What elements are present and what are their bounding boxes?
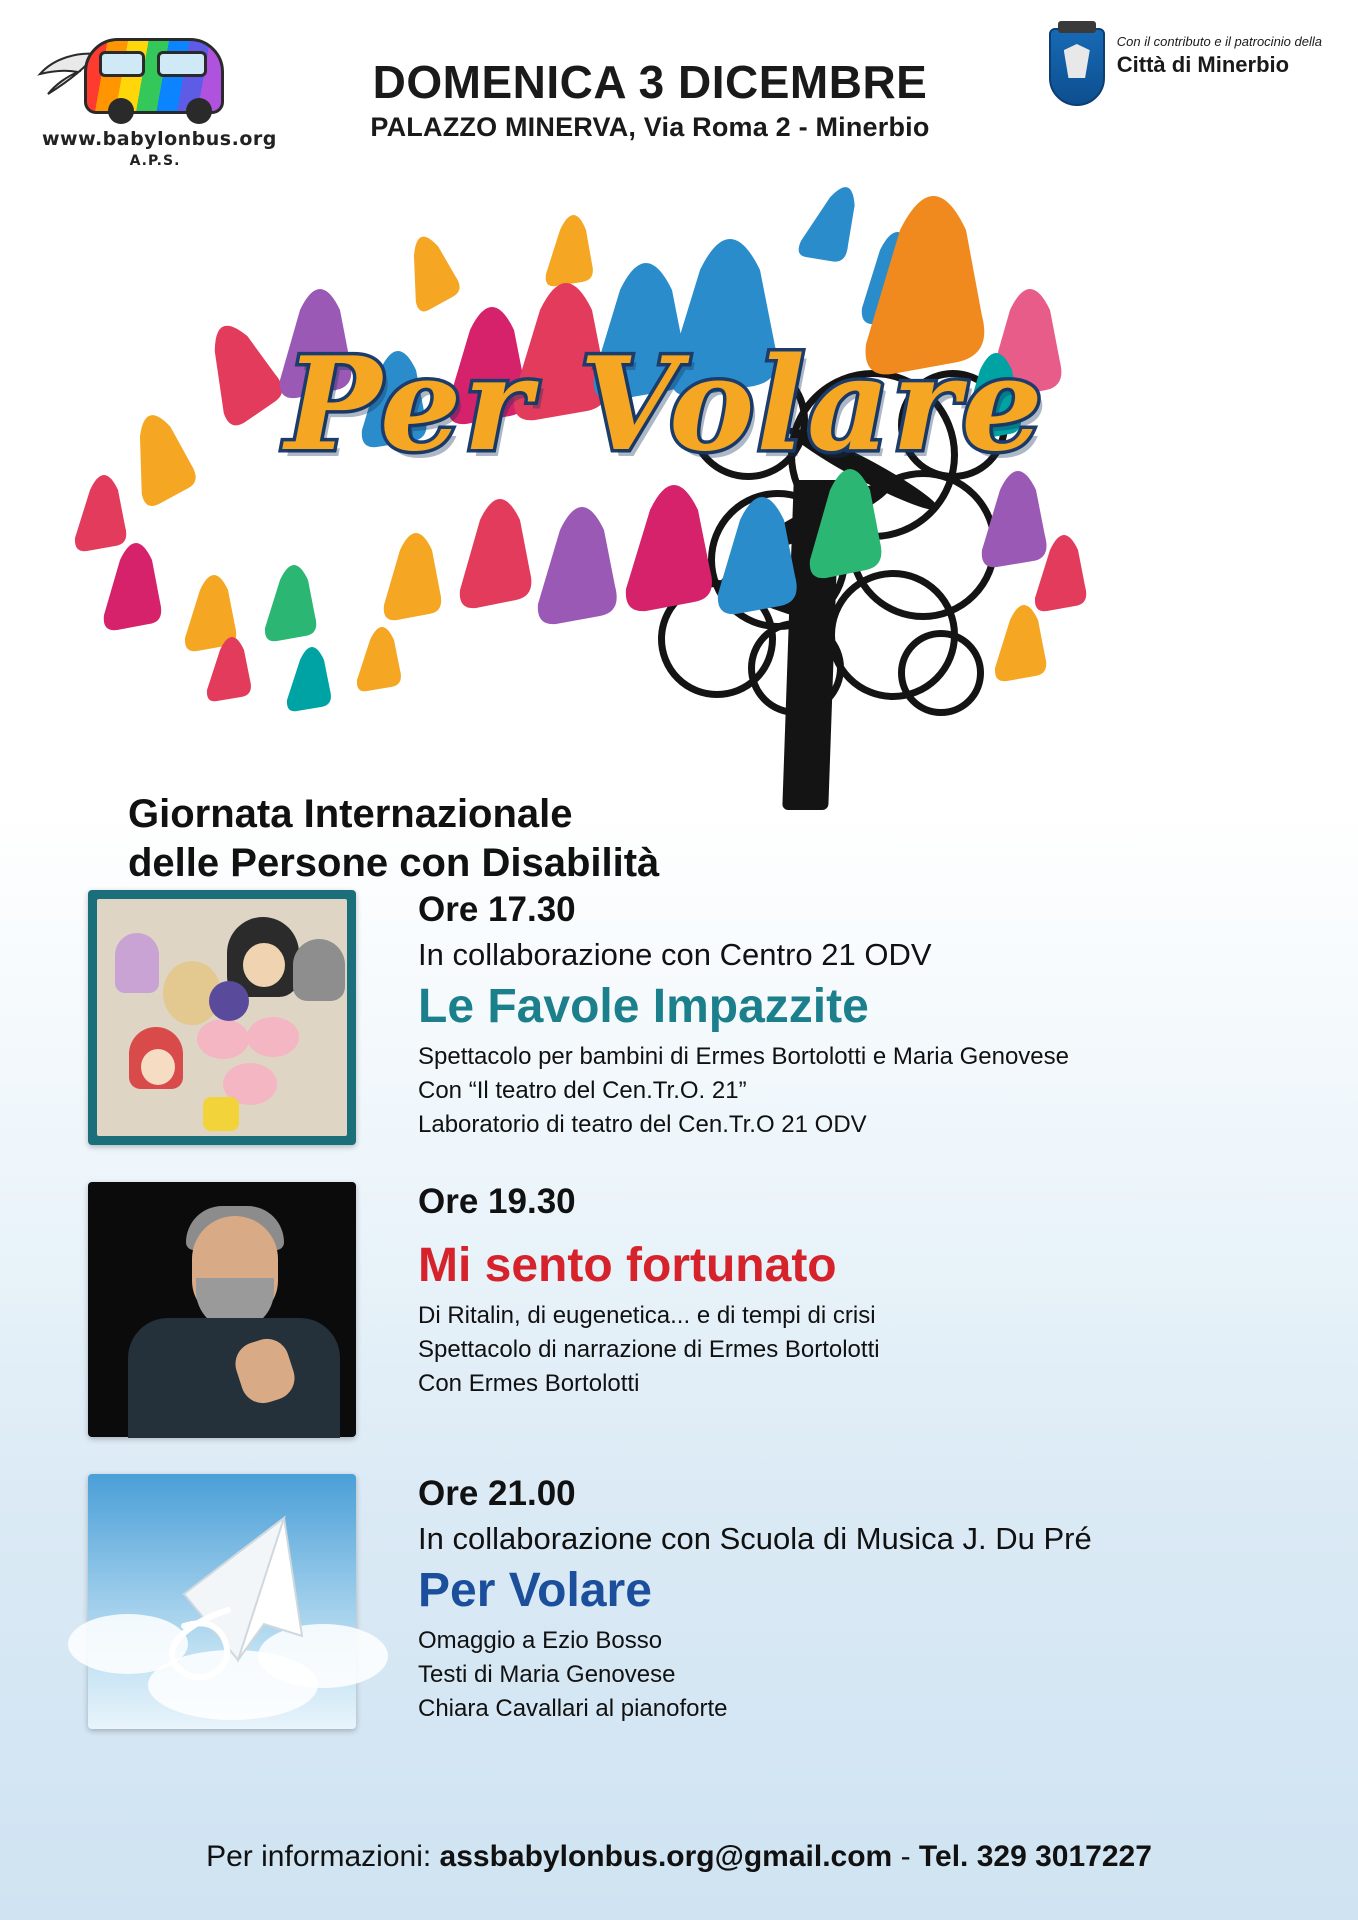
- patronage-city: Città di Minerbio: [1116, 52, 1290, 78]
- event-desc-line: Con “Il teatro del Cen.Tr.O. 21”: [418, 1077, 747, 1105]
- program-list: [0, 890, 1358, 1766]
- contact-phone[interactable]: Tel. 329 3017227: [918, 1840, 1152, 1873]
- event-desc-line: Con Ermes Bortolotti: [418, 1370, 640, 1398]
- paper-plane-icon: [88, 1474, 356, 1729]
- event-date: DOMENICA 3 DICEMBRE: [372, 56, 928, 108]
- patronage-block: [1049, 28, 1322, 106]
- event-title: Mi sento fortunato: [418, 1239, 837, 1293]
- contact-footer: [0, 1840, 1358, 1874]
- paper-plane-thumbnail: [88, 1474, 356, 1729]
- program-item: [0, 890, 1358, 1182]
- program-item: [0, 1182, 1358, 1474]
- bus-wheel-front: [108, 98, 134, 124]
- contact-separator: -: [892, 1840, 919, 1873]
- event-time: Ore 21.00: [418, 1474, 576, 1513]
- favole-impazzite-thumbnail: [88, 890, 356, 1145]
- poster-title: [130, 330, 1200, 520]
- bus-wheel-rear: [186, 98, 212, 124]
- poster-header: [0, 0, 1358, 196]
- babylonbus-logo: [38, 20, 277, 190]
- event-time: Ore 17.30: [418, 890, 576, 929]
- subtitle-line-2: delle Persone con Disabilità: [128, 840, 660, 885]
- event-title: Le Favole Impazzite: [418, 980, 869, 1034]
- patronage-note: Con il contributo e il patrocinio della: [1116, 34, 1322, 49]
- logo-url: www.babylonbus.org: [42, 128, 277, 150]
- logo-aps: A.P.S.: [129, 153, 181, 169]
- event-desc-line: Omaggio a Ezio Bosso: [418, 1627, 663, 1655]
- event-venue: PALAZZO MINERVA, Via Roma 2 - Minerbio: [370, 112, 930, 143]
- program-item: [0, 1474, 1358, 1766]
- poster-title-text: Per Volare: [285, 330, 1045, 480]
- header-date-venue: [280, 58, 1020, 143]
- event-desc-line: Testi di Maria Genovese: [418, 1661, 676, 1689]
- subtitle-line-1: Giornata Internazionale: [128, 792, 573, 836]
- event-desc-line: Spettacolo per bambini di Ermes Bortolotti e Maria Genovese: [418, 1043, 1069, 1071]
- coat-of-arms-icon: [1049, 28, 1105, 106]
- poster-subtitle: [128, 790, 659, 888]
- event-desc-line: Spettacolo di narrazione di Ermes Bortolotti: [418, 1336, 880, 1364]
- event-title: Per Volare: [418, 1564, 652, 1618]
- event-desc-line: Chiara Cavallari al pianoforte: [418, 1695, 728, 1723]
- ermes-bortolotti-thumbnail: [88, 1182, 356, 1437]
- event-collab: In collaborazione con Scuola di Musica J. Du Pré: [418, 1521, 1092, 1557]
- contact-label: Per informazioni:: [206, 1840, 440, 1873]
- event-time: Ore 19.30: [418, 1182, 576, 1221]
- hero-artwork: [0, 190, 1358, 885]
- event-desc-line: Di Ritalin, di eugenetica... e di tempi di crisi: [418, 1302, 876, 1330]
- event-collab: In collaborazione con Centro 21 ODV: [418, 937, 932, 973]
- contact-email[interactable]: assbabylonbus.org@gmail.com: [439, 1840, 893, 1873]
- event-desc-line: Laboratorio di teatro del Cen.Tr.O 21 ODV: [418, 1111, 867, 1139]
